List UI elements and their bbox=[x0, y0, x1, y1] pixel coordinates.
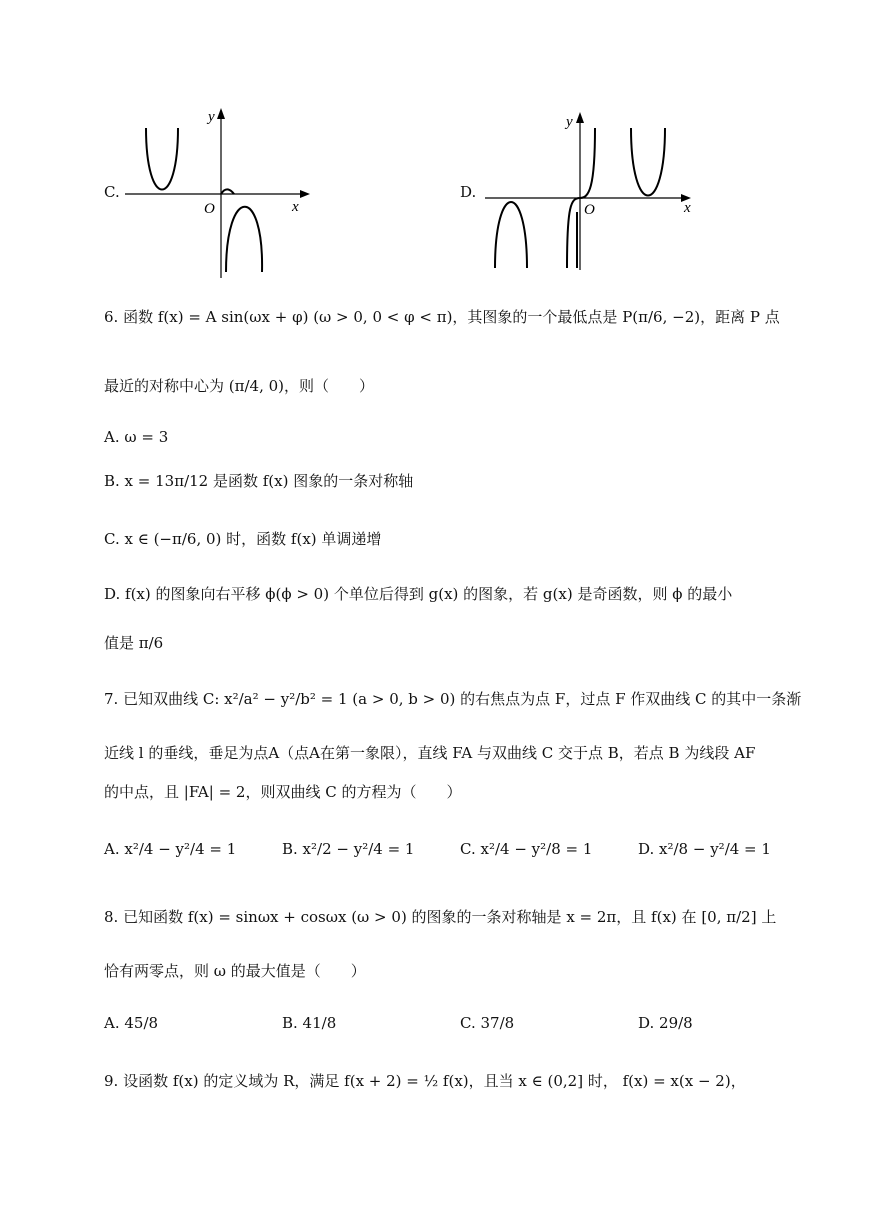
q6-option-d: D. f(x) 的图象向右平移 ϕ(ϕ > 0) 个单位后得到 g(x) 的图象，若 g(x) 是奇函数，则 ϕ 的最小 bbox=[104, 585, 733, 603]
q6-option-a: A. ω = 3 bbox=[104, 428, 169, 446]
q6-stem-line2: 最近的对称中心为 (π/4, 0)，则（ ） bbox=[104, 377, 375, 395]
q8-stem-line2: 恰有两零点，则 ω 的最大值是（ ） bbox=[104, 962, 366, 980]
graph-d-x: x bbox=[684, 200, 691, 216]
q7-stem-line3: 的中点，且 |FA| = 2，则双曲线 C 的方程为（ ） bbox=[104, 783, 462, 801]
q6-option-c: C. x ∈ (−π/6, 0) 时，函数 f(x) 单调递增 bbox=[104, 530, 382, 548]
q7-stem-line1: 7. 已知双曲线 C: x²/a² − y²/b² = 1 (a > 0, b > 0) 的右焦点为点 F，过点 F 作双曲线 C 的其中一条渐 bbox=[104, 690, 802, 708]
graph-c-o: O bbox=[204, 201, 215, 217]
graph-c-x: x bbox=[292, 199, 299, 215]
q7-option-b: B. x²/2 − y²/4 = 1 bbox=[282, 840, 415, 858]
q6-option-b: B. x = 13π/12 是函数 f(x) 图象的一条对称轴 bbox=[104, 472, 414, 490]
q6-option-d-cont: 值是 π/6 bbox=[104, 634, 164, 652]
q8-option-a: A. 45/8 bbox=[104, 1014, 159, 1032]
graph-d bbox=[485, 100, 700, 275]
graph-d-y: y bbox=[566, 114, 573, 130]
graph-c-y: y bbox=[208, 109, 215, 125]
q9-stem-line1: 9. 设函数 f(x) 的定义域为 R，满足 f(x + 2) = ½ f(x)，且当 x ∈ (0,2] 时， f(x) = x(x − 2)， bbox=[104, 1072, 746, 1090]
q7-stem-line2: 近线 l 的垂线，垂足为点A（点A在第一象限），直线 FA 与双曲线 C 交于点 B，若点 B 为线段 AF bbox=[104, 744, 756, 762]
q6-stem-line1: 6. 函数 f(x) = A sin(ωx + φ) (ω > 0, 0 < φ < π)，其图象的一个最低点是 P(π/6, −2)，距离 P 点 bbox=[104, 308, 780, 326]
q7-option-d: D. x²/8 − y²/4 = 1 bbox=[638, 840, 771, 858]
graph-c bbox=[120, 100, 320, 280]
q8-option-b: B. 41/8 bbox=[282, 1014, 337, 1032]
q7-option-a: A. x²/4 − y²/4 = 1 bbox=[104, 840, 237, 858]
graph-d-label: D. bbox=[460, 183, 477, 201]
q8-stem-line1: 8. 已知函数 f(x) = sinωx + cosωx (ω > 0) 的图象的一条对称轴是 x = 2π，且 f(x) 在 [0, π/2] 上 bbox=[104, 908, 777, 926]
q7-option-c: C. x²/4 − y²/8 = 1 bbox=[460, 840, 593, 858]
q8-option-c: C. 37/8 bbox=[460, 1014, 515, 1032]
q8-option-d: D. 29/8 bbox=[638, 1014, 693, 1032]
graph-c-label: C. bbox=[104, 183, 120, 201]
graph-d-o: O bbox=[584, 202, 595, 218]
